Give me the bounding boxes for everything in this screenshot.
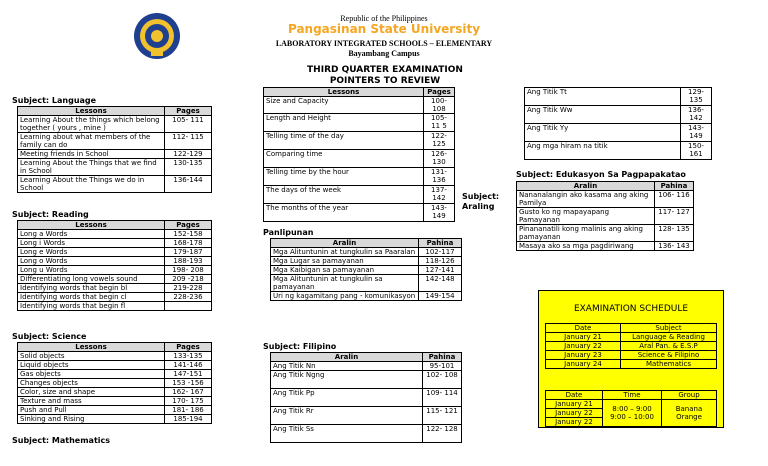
table-row <box>546 342 717 351</box>
pages: 102- 108 <box>423 371 462 389</box>
table-row <box>18 379 212 388</box>
lesson: Changes objects <box>18 379 165 388</box>
lesson: The months of the year <box>264 204 424 222</box>
pages: 188-193 <box>165 257 212 266</box>
lesson: Ang Titik Ww <box>525 106 681 124</box>
table-row <box>264 132 455 150</box>
lesson: Texture and mass <box>18 397 165 406</box>
pages: 129- 135 <box>681 88 712 106</box>
lesson: Long a Words <box>18 230 165 239</box>
table-row <box>18 397 212 406</box>
table-row <box>517 208 694 225</box>
pages: 185-194 <box>165 415 212 424</box>
pages: 147-151 <box>165 370 212 379</box>
date: January 21 <box>546 400 602 409</box>
table-row <box>264 204 455 222</box>
table-row <box>517 225 694 242</box>
table-row <box>546 333 717 342</box>
lesson: Mga Lugar sa pamayanan <box>271 257 419 266</box>
lesson: Long o Words <box>18 257 165 266</box>
university-name: Pangasinan State University <box>287 22 481 36</box>
pages: 136- 142 <box>681 106 712 124</box>
subject: Science & Filipino <box>621 351 717 360</box>
lesson: Telling time by the hour <box>264 168 424 186</box>
date: January 22 <box>555 418 593 426</box>
table-row <box>525 88 712 106</box>
col-pages: Pages <box>165 221 212 230</box>
lesson: Push and Pull <box>18 406 165 415</box>
pages: 136- 143 <box>655 242 694 251</box>
table-row <box>264 150 455 168</box>
lesson: Solid objects <box>18 352 165 361</box>
pages: 133-135 <box>165 352 212 361</box>
pages: 162- 167 <box>165 388 212 397</box>
table-row <box>18 275 212 284</box>
exam-group-table <box>545 390 717 427</box>
table-row <box>18 388 212 397</box>
table-row <box>18 284 212 293</box>
table-row <box>546 351 717 360</box>
table-row <box>18 293 212 302</box>
math-heading: Subject: Mathematics <box>12 436 111 445</box>
lesson: Liquid objects <box>18 361 165 370</box>
science-heading: Subject: Science <box>12 332 87 341</box>
exam-schedule-box <box>538 290 724 428</box>
col-aralin: Aralin <box>271 239 419 248</box>
lesson: The days of the week <box>264 186 424 204</box>
pages: 122- 125 <box>424 132 455 150</box>
pages: 100- 108 <box>424 97 455 114</box>
pages: 130-135 <box>165 159 212 176</box>
col-pages: Pages <box>165 343 212 352</box>
date: January 22 <box>546 409 602 418</box>
lesson: Long i Words <box>18 239 165 248</box>
pages: 117- 127 <box>655 208 694 225</box>
group: Orange <box>676 413 702 421</box>
filipino-continued-table <box>524 87 712 160</box>
panlipunan-heading: Panlipunan <box>263 228 314 237</box>
col-subject: Subject <box>621 324 717 333</box>
lesson: Mga Alituntunin at tungkulin sa pamayanan <box>271 275 419 292</box>
lesson: Pinananatili kong malinis ang aking pamayanan <box>517 225 655 242</box>
col-lessons: Lessons <box>264 88 424 97</box>
pages: 122-129 <box>165 150 212 159</box>
col-lessons: Lessons <box>18 343 165 352</box>
table-row <box>18 370 212 379</box>
pages: 126- 130 <box>424 150 455 168</box>
table-row <box>18 176 212 193</box>
lesson: Ang Titik Pp <box>271 389 423 407</box>
table-row <box>18 248 212 257</box>
col-pahina: Pahina <box>419 239 462 248</box>
lesson: Uri ng kagamitang pang - komunikasyon <box>271 292 419 301</box>
pages: 141-146 <box>165 361 212 370</box>
table-row <box>271 371 462 389</box>
table-row <box>18 239 212 248</box>
table-row <box>517 191 694 208</box>
lesson: Telling time of the day <box>264 132 424 150</box>
pages: 106- 116 <box>655 191 694 208</box>
table-row <box>18 159 212 176</box>
table-row <box>525 142 712 160</box>
col-group: Group <box>662 391 717 400</box>
exam-schedule-table <box>545 323 717 369</box>
time: 9:00 – 10:00 <box>610 413 654 421</box>
table-row <box>525 124 712 142</box>
lesson: Differentiating long vowels sound <box>18 275 165 284</box>
table-row <box>264 168 455 186</box>
col-date: Date <box>546 391 603 400</box>
lesson: Mga Kaibigan sa pamayanan <box>271 266 419 275</box>
pages: 181- 186 <box>165 406 212 415</box>
pages: 105- 11 5 <box>424 114 455 132</box>
reading-table <box>17 220 212 311</box>
group-dates <box>546 400 603 427</box>
table-row <box>525 106 712 124</box>
pages: 118-126 <box>419 257 462 266</box>
panlipunan-table <box>270 238 462 301</box>
lesson: Sinking and Rising <box>18 415 165 424</box>
table-row <box>264 186 455 204</box>
lesson: Long u Words <box>18 266 165 275</box>
lesson: Ang mga hiram na titik <box>525 142 681 160</box>
pages: 137- 142 <box>424 186 455 204</box>
lesson: Identifying words that begin bl <box>18 284 165 293</box>
filipino-heading: Subject: Filipino <box>263 342 337 351</box>
col-date: Date <box>546 324 621 333</box>
table-row <box>18 415 212 424</box>
table-row <box>18 133 212 150</box>
pages: 131- 136 <box>424 168 455 186</box>
group-times <box>603 400 662 427</box>
subject: Aral Pan. & E.S.P <box>621 342 717 351</box>
pages: 168-178 <box>165 239 212 248</box>
math-table <box>263 87 455 222</box>
table-row <box>18 116 212 133</box>
pages <box>165 302 212 311</box>
pages: 209 -218 <box>165 275 212 284</box>
col-time: Time <box>603 391 662 400</box>
pages: 142-148 <box>419 275 462 292</box>
pages: 122- 128 <box>423 425 462 443</box>
lesson: Ang Titik Rr <box>271 407 423 425</box>
language-heading: Subject: Language <box>12 96 97 105</box>
lesson: Meeting friends in School <box>18 150 165 159</box>
col-pahina: Pahina <box>423 353 462 362</box>
group: Banana <box>675 405 703 413</box>
pages: 115- 121 <box>423 407 462 425</box>
pages: 105- 111 <box>165 116 212 133</box>
araling-heading: Subject: Araling <box>462 192 500 211</box>
table-row <box>18 302 212 311</box>
table-row <box>264 114 455 132</box>
col-aralin: Aralin <box>271 353 423 362</box>
table-row <box>18 257 212 266</box>
pages: 109- 114 <box>423 389 462 407</box>
subject: Mathematics <box>621 360 717 369</box>
table-row <box>18 361 212 370</box>
date: January 23 <box>546 351 621 360</box>
col-lessons: Lessons <box>18 221 165 230</box>
lesson: Long e Words <box>18 248 165 257</box>
col-aralin: Aralin <box>517 182 655 191</box>
pages: 152-158 <box>165 230 212 239</box>
table-row <box>271 266 462 275</box>
reading-heading: Subject: Reading <box>12 210 89 219</box>
table-row <box>264 97 455 114</box>
science-table <box>17 342 212 424</box>
lesson: Color, size and shape <box>18 388 165 397</box>
pages: 149-154 <box>419 292 462 301</box>
table-row <box>18 266 212 275</box>
lesson: Gusto ko ng mapayapang Pamayanan <box>517 208 655 225</box>
table-row <box>271 275 462 292</box>
edukasyon-heading: Subject: Edukasyon Sa Pagpapakatao <box>516 170 686 179</box>
lesson: Masaya ako sa mga pagdiriwang <box>517 242 655 251</box>
table-row <box>18 150 212 159</box>
school-name: LABORATORY INTEGRATED SCHOOLS – ELEMENTARY <box>275 39 493 48</box>
pages: 170- 175 <box>165 397 212 406</box>
page-subtitle: POINTERS TO REVIEW <box>329 76 441 86</box>
lesson: Learning About the things which belong together ( yours , mine ) <box>18 116 165 133</box>
pages: 95-101 <box>423 362 462 371</box>
subject: Language & Reading <box>621 333 717 342</box>
table-row <box>271 389 462 407</box>
col-pages: Pages <box>424 88 455 97</box>
lesson: Learning About the Things we do in School <box>18 176 165 193</box>
col-pahina: Pahina <box>655 182 694 191</box>
page-title: THIRD QUARTER EXAMINATION <box>307 65 463 75</box>
pages: 150- 161 <box>681 142 712 160</box>
pages: 179-187 <box>165 248 212 257</box>
pages: 127-141 <box>419 266 462 275</box>
table-row <box>271 407 462 425</box>
lesson: Gas objects <box>18 370 165 379</box>
pages: 136-144 <box>165 176 212 193</box>
lesson: Mga Alituntunin at tungkulin sa Paaralan <box>271 248 419 257</box>
lesson: Ang Titik Tt <box>525 88 681 106</box>
language-table <box>17 106 212 193</box>
pages: 228-236 <box>165 293 212 302</box>
table-row <box>18 230 212 239</box>
exam-schedule-title: EXAMINATION SCHEDULE <box>573 304 689 314</box>
lesson: Ang Titik Ss <box>271 425 423 443</box>
table-row <box>517 242 694 251</box>
pages: 143- 149 <box>424 204 455 222</box>
lesson: Nananalangin ako kasama ang aking Pamilya <box>517 191 655 208</box>
date: January 21 <box>546 333 621 342</box>
pages: 153 -156 <box>165 379 212 388</box>
time: 8:00 – 9:00 <box>612 405 652 413</box>
campus-name: Bayambang Campus <box>348 49 420 58</box>
edukasyon-table <box>516 181 694 251</box>
col-pages: Pages <box>165 107 212 116</box>
table-row <box>271 257 462 266</box>
table-row <box>546 400 717 427</box>
pages: 219-228 <box>165 284 212 293</box>
table-row <box>18 352 212 361</box>
lesson: Learning about what members of the family can do <box>18 133 165 150</box>
lesson: Identifying words that begin fl <box>18 302 165 311</box>
table-row <box>546 360 717 369</box>
republic-line: Republic of the Philippines <box>340 14 428 23</box>
pages: 112- 115 <box>165 133 212 150</box>
group-names <box>662 400 717 427</box>
table-row <box>271 362 462 371</box>
table-row <box>18 406 212 415</box>
lesson: Ang Titik Nn <box>271 362 423 371</box>
lesson: Length and Height <box>264 114 424 132</box>
col-lessons: Lessons <box>18 107 165 116</box>
lesson: Learning About the Things that we find in School <box>18 159 165 176</box>
lesson: Identifying words that begin cl <box>18 293 165 302</box>
date: January 22 <box>546 342 621 351</box>
pages: 128- 135 <box>655 225 694 242</box>
filipino-table <box>270 352 462 443</box>
pages: 198- 208 <box>165 266 212 275</box>
table-row <box>271 425 462 443</box>
table-row <box>271 292 462 301</box>
lesson: Ang Titik Ngng <box>271 371 423 389</box>
lesson: Ang Titik Yy <box>525 124 681 142</box>
pages: 102-117 <box>419 248 462 257</box>
pages: 143- 149 <box>681 124 712 142</box>
table-row <box>271 248 462 257</box>
lesson: Comparing time <box>264 150 424 168</box>
date: January 24 <box>546 360 621 369</box>
lesson: Size and Capacity <box>264 97 424 114</box>
